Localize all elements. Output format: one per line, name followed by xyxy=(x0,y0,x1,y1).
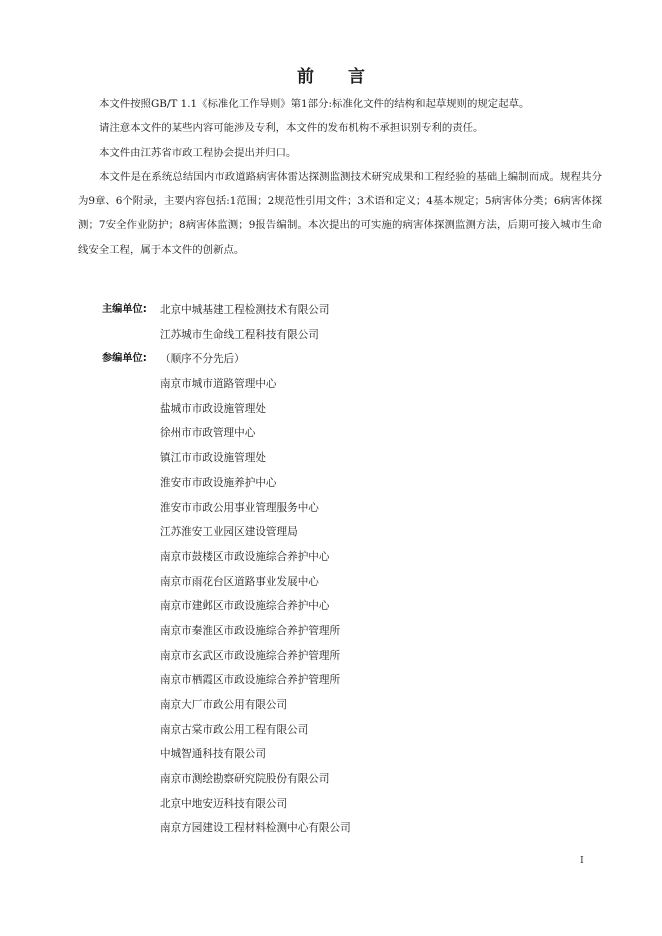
participating-unit-row xyxy=(102,471,542,496)
unit-name: 江苏城市生命线工程科技有限公司 xyxy=(160,328,319,341)
chief-editor-row xyxy=(102,323,542,348)
unit-name: 南京市城市道路管理中心 xyxy=(160,378,277,391)
unit-name: 北京中城基建工程检测技术有限公司 xyxy=(160,304,330,316)
unit-name: 南京大厂市政公用有限公司 xyxy=(160,699,288,711)
participating-unit-row xyxy=(102,742,542,767)
participating-list xyxy=(102,372,542,841)
participating-unit-row xyxy=(102,421,542,446)
paragraph: 本文件由江苏省市政工程协会提出并归口。 xyxy=(99,146,297,159)
foreword-body xyxy=(78,92,602,262)
paragraph: 本文件按照GB/T 1.1《标准化工作导则》第1部分:标准化文件的结构和起草规则的规定起草。 xyxy=(99,98,530,110)
unit-name: 江苏淮安工业园区建设管理局 xyxy=(160,526,298,539)
unit-name: 南京市雨花台区道路事业发展中心 xyxy=(160,575,319,588)
unit-name: 徐州市市政管理中心 xyxy=(160,427,256,440)
chief-editor-row xyxy=(102,298,542,323)
participating-unit-row xyxy=(102,644,542,669)
participating-label: 参编单位: xyxy=(102,353,147,365)
participating-unit-row xyxy=(102,792,542,817)
unit-name: 南京市建邺区市政设施综合养护中心 xyxy=(160,600,330,613)
unit-name: 盐城市市政设施管理处 xyxy=(160,402,266,415)
page-title: 前 言 xyxy=(297,67,379,87)
unit-name: 南京市鼓楼区市政设施综合养护中心 xyxy=(160,550,330,563)
drafting-units xyxy=(102,298,542,841)
participating-unit-row xyxy=(102,496,542,521)
participating-unit-row xyxy=(102,693,542,718)
participating-label-row xyxy=(102,347,542,372)
participating-unit-row xyxy=(102,520,542,545)
unit-name: 淮安市市政设施养护中心 xyxy=(160,476,277,489)
participating-unit-row xyxy=(102,718,542,743)
unit-name: 北京中地安迈科技有限公司 xyxy=(160,797,288,810)
unit-name: 南京方园建设工程材料检测中心有限公司 xyxy=(160,822,351,835)
unit-name: 南京市秦淮区市政设施综合养护管理所 xyxy=(160,624,341,637)
participating-unit-row xyxy=(102,372,542,397)
paragraph: 本文件是在系统总结国内市政道路病害体雷达探测监测技术研究成果和工程经验的基础上编制而成。规程共分为9章、6个附录，主要内容包括:1范围；2规范性引用文件；3术语和定义；4基本规定；5病害体分类；6病害体探测；7安全作业防护；8病害体监测；9报告编制。本次提出的可实施的病害体探测监测方法，后期可接入城市生命线安全工程，属于本文件的创新点。 xyxy=(78,170,602,256)
participating-unit-row xyxy=(102,619,542,644)
paragraph: 请注意本文件的某些内容可能涉及专利，本文件的发布机构不承担识别专利的责任。 xyxy=(99,122,484,135)
unit-name: 中城智通科技有限公司 xyxy=(160,748,266,761)
participating-unit-row xyxy=(102,570,542,595)
unit-name: 南京古棠市政公用工程有限公司 xyxy=(160,723,309,736)
participating-unit-row xyxy=(102,446,542,471)
participating-unit-row xyxy=(102,397,542,422)
unit-name: 南京市测绘勘察研究院股份有限公司 xyxy=(160,773,330,786)
participating-unit-row xyxy=(102,816,542,841)
order-note: （顺序不分先后） xyxy=(160,353,245,366)
participating-unit-row xyxy=(102,767,542,792)
unit-name: 淮安市市政公用事业管理服务中心 xyxy=(160,501,319,514)
unit-name: 镇江市市政设施管理处 xyxy=(160,452,266,465)
page-number: I xyxy=(580,855,584,866)
unit-name: 南京市栖霞区市政设施综合养护管理所 xyxy=(160,674,341,687)
unit-name: 南京市玄武区市政设施综合养护管理所 xyxy=(160,649,341,662)
chief-editor-label: 主编单位: xyxy=(102,304,147,315)
participating-unit-row xyxy=(102,545,542,570)
participating-unit-row xyxy=(102,594,542,619)
participating-unit-row xyxy=(102,668,542,693)
